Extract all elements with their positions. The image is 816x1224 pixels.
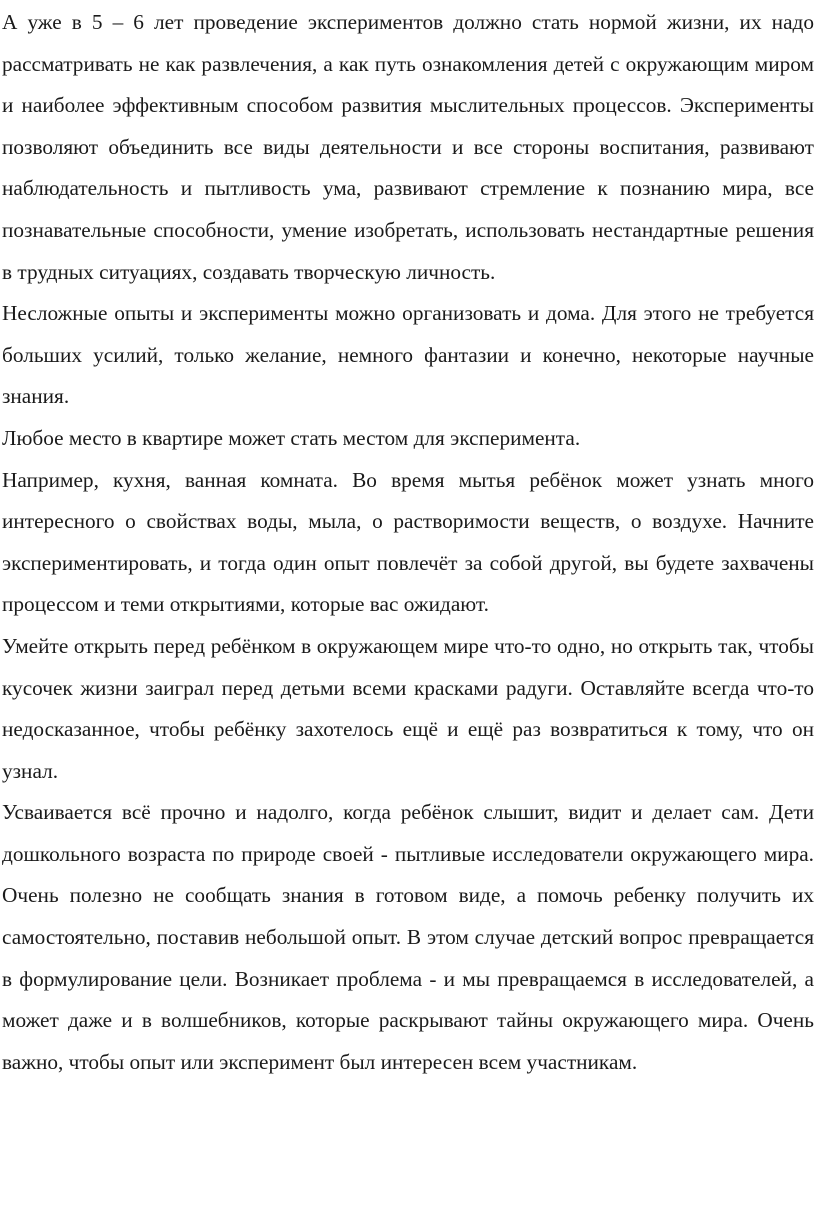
paragraph-3: Любое место в квартире может стать местом для эксперимента. xyxy=(2,425,581,450)
paragraph-6: Усваивается всё прочно и надолго, когда ребёнок слышит, видит и делает сам. Дети дошкольного возраста по природе своей - пытливые исследователи окружающего мира. Очень полезно не сообщать знания в готовом виде, а помочь ребенку получить их самостоятельно, поставив небольшой опыт. В этом случае детский вопрос превращается в формулирование цели. Возникает проблема - и мы превращаемся в исследователей, а может даже и в волшебников, которые раскрывают тайны окружающего мира. Очень важно, чтобы опыт или эксперимент был интересен всем участникам. xyxy=(2,800,814,1074)
paragraph-4: Например, кухня, ванная комната. Во время мытья ребёнок может узнать много интересного о свойствах воды, мыла, о растворимости веществ, о воздухе. Начните экспериментировать, и тогда один опыт повлечёт за собой другой, вы будете захвачены процессом и теми открытиями, которые вас ожидают. xyxy=(2,467,814,617)
paragraph-5: Умейте открыть перед ребёнком в окружающем мире что-то одно, но открыть так, чтобы кусочек жизни заиграл перед детьми всеми красками радуги. Оставляйте всегда что-то недосказанное, чтобы ребёнку захотелось ещё и ещё раз возвратиться к тому, что он узнал. xyxy=(2,633,814,783)
paragraph-1: А уже в 5 – 6 лет проведение экспериментов должно стать нормой жизни, их надо рассматривать не как развлечения, а как путь ознакомления детей с окружающим миром и наиболее эффективным способом развития мыслительных процессов. Эксперименты позволяют объединить все виды деятельности и все стороны воспитания, развивают наблюдательность и пытливость ума, развивают стремление к познанию мира, все познавательные способности, умение изобретать, использовать нестандартные решения в трудных ситуациях, создавать творческую личность. xyxy=(2,10,814,284)
paragraph-2: Несложные опыты и эксперименты можно организовать и дома. Для этого не требуется больших усилий, только желание, немного фантазии и конечно, некоторые научные знания. xyxy=(2,301,814,409)
